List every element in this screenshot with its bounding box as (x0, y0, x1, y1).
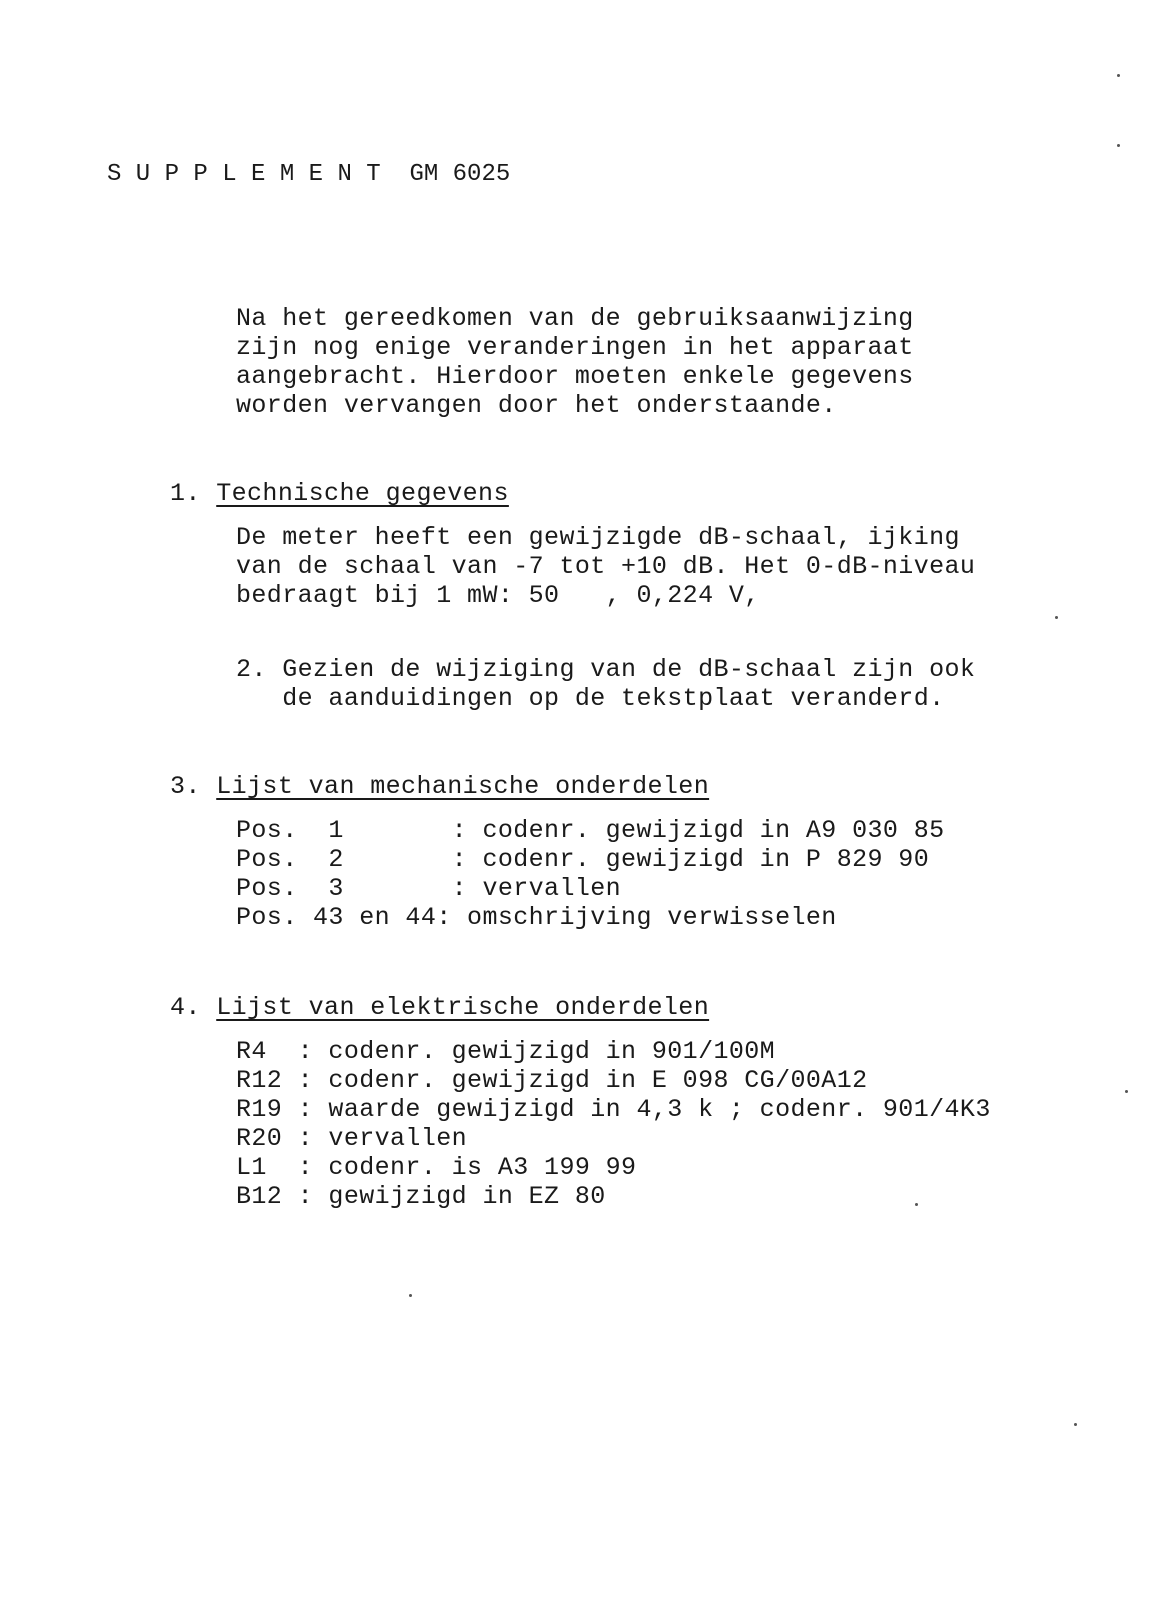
section-title: Lijst van mechanische onderdelen (216, 772, 710, 801)
intro-line: Na het gereedkomen van de gebruiksaanwijzing (236, 304, 914, 333)
intro-line: worden vervangen door het onderstaande. (236, 391, 837, 420)
parts-row: Pos. 2 : codenr. gewijzigd in P 829 90 (236, 845, 930, 874)
parts-row: Pos. 3 : vervallen (236, 874, 622, 903)
section-title: Technische gegevens (216, 479, 509, 508)
parts-row: Pos. 1 : codenr. gewijzigd in A9 030 85 (236, 816, 945, 845)
scan-speck (1117, 144, 1120, 147)
section-number: 1. (170, 479, 201, 508)
section-2-line: de aanduidingen op de tekstplaat veranderd. (236, 684, 945, 713)
intro-line: aangebracht. Hierdoor moeten enkele gegevens (236, 362, 914, 391)
section-4-heading (170, 993, 709, 1022)
scan-speck (1125, 1090, 1128, 1093)
parts-row: R12 : codenr. gewijzigd in E 098 CG/00A12 (236, 1066, 868, 1095)
section-1-line: De meter heeft een gewijzigde dB-schaal, ijking (236, 523, 960, 552)
scan-speck (915, 1203, 918, 1206)
document-title: S U P P L E M E N T GM 6025 (107, 161, 511, 188)
section-title: Lijst van elektrische onderdelen (216, 993, 710, 1022)
parts-row: L1 : codenr. is A3 199 99 (236, 1153, 637, 1182)
section-1-line: bedraagt bij 1 mW: 50 , 0,224 V, (236, 581, 760, 610)
parts-row: R4 : codenr. gewijzigd in 901/100M (236, 1037, 776, 1066)
section-3-heading (170, 772, 709, 801)
intro-line: zijn nog enige veranderingen in het apparaat (236, 333, 914, 362)
parts-row: Pos. 43 en 44: omschrijving verwisselen (236, 903, 837, 932)
scan-speck (1055, 616, 1058, 619)
section-1-line: van de schaal van -7 tot +10 dB. Het 0-dB-niveau (236, 552, 976, 581)
section-number: 4. (170, 993, 201, 1022)
scan-speck (409, 1294, 412, 1297)
parts-row: R20 : vervallen (236, 1124, 468, 1153)
parts-row: B12 : gewijzigd in EZ 80 (236, 1182, 606, 1211)
scan-speck (1117, 74, 1120, 77)
parts-row: R19 : waarde gewijzigd in 4,3 k ; codenr. 901/4K3 (236, 1095, 991, 1124)
section-1-heading (170, 479, 509, 508)
section-2-line: 2. Gezien de wijziging van de dB-schaal zijn ook (236, 655, 976, 684)
section-number: 3. (170, 772, 201, 801)
scan-speck (1074, 1423, 1077, 1426)
